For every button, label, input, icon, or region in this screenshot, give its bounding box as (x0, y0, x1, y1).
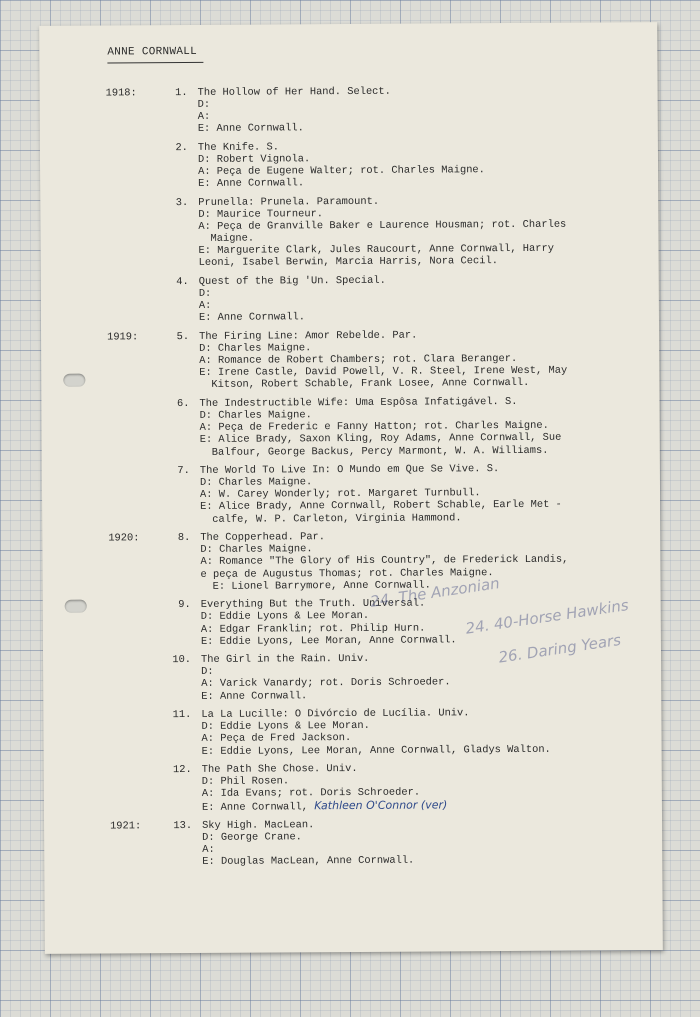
entry-details (198, 84, 638, 135)
line-text: D: Charles Maigne. (199, 409, 312, 423)
line-text: Maigne. (210, 232, 255, 246)
line-text: A: (198, 300, 212, 313)
film-entry (40, 84, 658, 136)
year-label: 1921: (110, 820, 142, 833)
header-underline (107, 62, 203, 64)
entry-details (198, 194, 638, 269)
line-text: D: George Crane. (202, 831, 302, 845)
line-text: A: Edgar Franklin; rot. Philip Hurn. (200, 622, 426, 636)
line-text: E: Alice Brady, Saxon Kling, Roy Adams, Anne Cornwall, Sue (199, 432, 562, 447)
entry-number: 9. (178, 599, 191, 612)
line-text: A: Peça de Eugene Walter; rot. Charles Maigne. (198, 164, 485, 179)
film-entry (41, 328, 659, 392)
line-text: Kitson, Robert Schable, Frank Losee, Anne Cornwall. (211, 377, 530, 392)
film-entry (42, 529, 660, 593)
film-entry (40, 139, 658, 191)
line-text: The Indestructible Wife: Uma Espôsa Infatigável. S. (199, 396, 518, 411)
line-text: E: Anne Cornwall. (198, 177, 305, 191)
year-label: 1919: (107, 331, 139, 344)
pencil-note: 26. Daring Years (497, 630, 623, 667)
line-text: The World To Live In: O Mundo em Que Se Vive. S. (199, 463, 500, 478)
line-text: The Girl in the Rain. Univ. (201, 653, 370, 667)
entry-number: 3. (175, 196, 189, 210)
line-text: E: Anne Cornwall. (201, 689, 308, 703)
line-text: The Knife. S. (197, 141, 280, 154)
entry-details (198, 139, 638, 190)
line-text: E: Marguerite Clark, Jules Raucourt, Anne Cornwall, Harry (198, 243, 555, 258)
entry-number: 4. (176, 276, 189, 289)
entry-details (201, 706, 641, 757)
line-text: D: (198, 288, 212, 301)
credit-line (202, 798, 642, 814)
line-text: Prunella: Prunela. Paramount. (198, 195, 380, 209)
entry-number: 11. (172, 709, 192, 722)
line-text: A: Varick Vanardy; rot. Doris Schroeder. (201, 676, 451, 691)
entry-number: 7. (177, 465, 190, 478)
entry-details (201, 652, 641, 703)
film-entry (41, 395, 659, 459)
line-text: Leoni, Isabel Berwin, Marcia Harris, Nora Cecil. (198, 255, 498, 270)
credit-line (200, 444, 640, 459)
line-text: Quest of the Big 'Un. Special. (198, 274, 386, 289)
entry-details (199, 273, 639, 324)
line-text: calfe, W. P. Carleton, Virginia Hammond. (212, 511, 462, 526)
entry-number: 1. (175, 86, 188, 100)
year-label: 1918: (105, 87, 137, 100)
line-text: D: (197, 98, 211, 112)
entry-details (200, 462, 640, 525)
line-text: E: Alice Brady, Anne Cornwall, Robert Schable, Earle Met - (200, 499, 562, 514)
document-sheet (39, 22, 663, 954)
entry-number: 13. (173, 820, 193, 833)
line-text: A: (202, 844, 215, 857)
entry-number: 10. (172, 654, 192, 667)
line-text: D: Charles Maigne. (200, 543, 313, 557)
pencil-note: 24. 40-Horse Hawkins (464, 595, 630, 638)
line-text: Everything But the Truth. Universal. (200, 597, 426, 612)
line-text: D: Eddie Lyons & Lee Moran. (200, 610, 370, 624)
line-text: D: Eddie Lyons & Lee Moran. (201, 720, 370, 734)
film-entry (44, 817, 662, 869)
line-text: E: Eddie Lyons, Lee Moran, Anne Cornwall. (200, 633, 457, 648)
credit-line (202, 854, 642, 869)
document-header: ANNE CORNWALL (107, 45, 198, 59)
credit-line (201, 688, 641, 703)
line-text: E: Irene Castle, David Powell, V. R. Steel, Irene West, May (199, 365, 568, 380)
film-entry (43, 651, 661, 703)
line-text: D: Robert Vignola. (197, 153, 311, 166)
year-label: 1920: (108, 532, 140, 545)
credit-line (199, 310, 639, 325)
line-text: E: Eddie Lyons, Lee Moran, Anne Cornwall, Gladys Walton. (201, 743, 551, 758)
film-entry (42, 462, 660, 526)
entry-number: 6. (176, 398, 190, 411)
entry-details (199, 395, 639, 458)
line-text: A: Ida Evans; rot. Doris Schroeder. (201, 786, 421, 801)
film-entry (43, 706, 661, 758)
line-text: La La Lucille: O Divórcio de Lucília. Univ. (201, 707, 470, 722)
pencil-note: 24. The Anzonian (369, 574, 501, 611)
line-text: D: Charles Maigne. (199, 342, 312, 356)
line-text: The Hollow of Her Hand. Select. (197, 85, 391, 99)
line-text: D: Phil Rosen. (201, 775, 290, 789)
film-entry (44, 761, 662, 814)
entry-details (202, 817, 642, 868)
credit-line (200, 511, 640, 526)
entry-details (200, 529, 640, 592)
line-text: E: Lionel Barrymore, Anne Cornwall. (212, 579, 431, 593)
line-text: The Copperhead. Par. (200, 531, 326, 545)
credit-line (198, 175, 638, 190)
line-text: E: Anne Cornwall. (198, 311, 306, 325)
line-text: The Path She Chose. Univ. (201, 763, 358, 777)
line-text: E: Anne Cornwall, (201, 800, 308, 814)
line-text: E: Anne Cornwall. (197, 122, 304, 136)
line-text: D: Charles Maigne. (199, 476, 313, 490)
handwritten-addition: Kathleen O'Connor (ver) (314, 797, 448, 812)
line-text: The Firing Line: Amor Rebelde. Par. (199, 329, 418, 343)
entry-number: 2. (175, 141, 188, 155)
line-text: A: Romance de Robert Chambers; rot. Clara Beranger. (199, 353, 518, 368)
line-text: Balfour, George Backus, Percy Marmont, W. A. Williams. (211, 444, 549, 459)
entry-number: 5. (176, 331, 190, 344)
entry-details (199, 328, 639, 391)
credit-line (199, 255, 639, 270)
film-entry (41, 273, 659, 325)
entry-number: 12. (172, 764, 192, 777)
line-text: A: Peça de Frederic e Fanny Hatton; rot. Charles Maigne. (199, 420, 549, 435)
line-text: E: Douglas MacLean, Anne Cornwall. (202, 855, 415, 869)
credit-line (199, 377, 639, 392)
film-entry (40, 194, 658, 270)
credit-line (198, 121, 638, 136)
line-text: D: Maurice Tourneur. (198, 208, 324, 221)
filmography-list (40, 84, 663, 876)
line-text: D: (201, 666, 214, 679)
line-text: Sky High. MacLean. (202, 819, 315, 833)
entry-details (202, 761, 642, 813)
line-text: A: Peça de Fred Jackson. (201, 732, 352, 746)
line-text: A: Romance "The Glory of His Country", de Frederick Landis, (200, 554, 569, 569)
line-text: A: W. Carey Wonderly; rot. Margaret Turnbull. (200, 487, 481, 502)
line-text: A: Peça de Granville Baker e Laurence Housman; rot. Charles (198, 218, 567, 234)
line-text: e peça de Augustus Thomas; rot. Charles Maigne. (200, 566, 494, 581)
line-text: A: (197, 111, 211, 124)
credit-line (202, 743, 642, 758)
entry-number: 8. (177, 532, 191, 545)
